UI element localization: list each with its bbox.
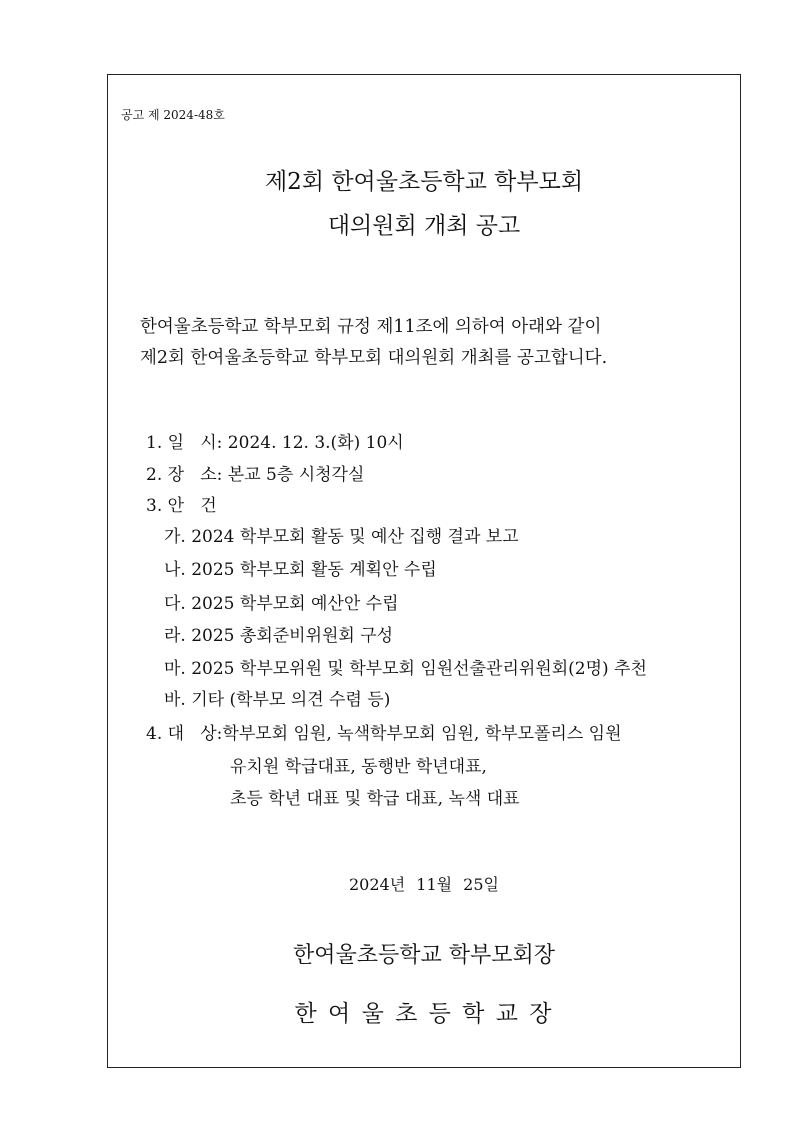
item-place: 2. 장 소: 본교 5층 시청각실	[146, 465, 365, 485]
target-continuation: 유치원 학급대표, 동행반 학년대표,	[230, 757, 487, 777]
item-agenda-heading: 3. 안 건	[146, 496, 217, 516]
agenda-item: 나. 2025 학부모회 활동 계획안 수립	[164, 560, 437, 580]
item-date: 1. 일 시: 2024. 12. 3.(화) 10시	[146, 433, 404, 453]
title-line-1: 제2회 한여울초등학교 학부모회	[264, 169, 584, 195]
agenda-item: 가. 2024 학부모회 활동 및 예산 집행 결과 보고	[164, 527, 519, 547]
issue-date: 2024년 11월 25일	[349, 875, 499, 894]
agenda-item: 다. 2025 학부모회 예산안 수립	[164, 594, 399, 614]
agenda-item: 라. 2025 총회준비위원회 구성	[164, 626, 394, 646]
target-continuation: 초등 학년 대표 및 학급 대표, 녹색 대표	[230, 789, 520, 809]
item-target: 4. 대 상:학부모회 임원, 녹색학부모회 임원, 학부모폴리스 임원	[146, 724, 622, 744]
intro-line-2: 제2회 한여울초등학교 학부모회 대의원회 개최를 공고합니다.	[140, 348, 608, 368]
agenda-item: 마. 2025 학부모위원 및 학부모회 임원선출관리위원회(2명) 추천	[164, 659, 647, 679]
agenda-item: 바. 기타 (학부모 의견 수렴 등)	[164, 690, 391, 710]
issuer-principal: 한 여 울 초 등 학 교 장	[294, 1001, 554, 1027]
title-line-2: 대의원회 개최 공고	[327, 213, 521, 239]
intro-line-1: 한여울초등학교 학부모회 규정 제11조에 의하여 아래와 같이	[140, 317, 602, 337]
notice-number: 공고 제 2024-48호	[121, 108, 225, 122]
issuer-parent-association: 한여울초등학교 학부모회장	[292, 943, 556, 968]
